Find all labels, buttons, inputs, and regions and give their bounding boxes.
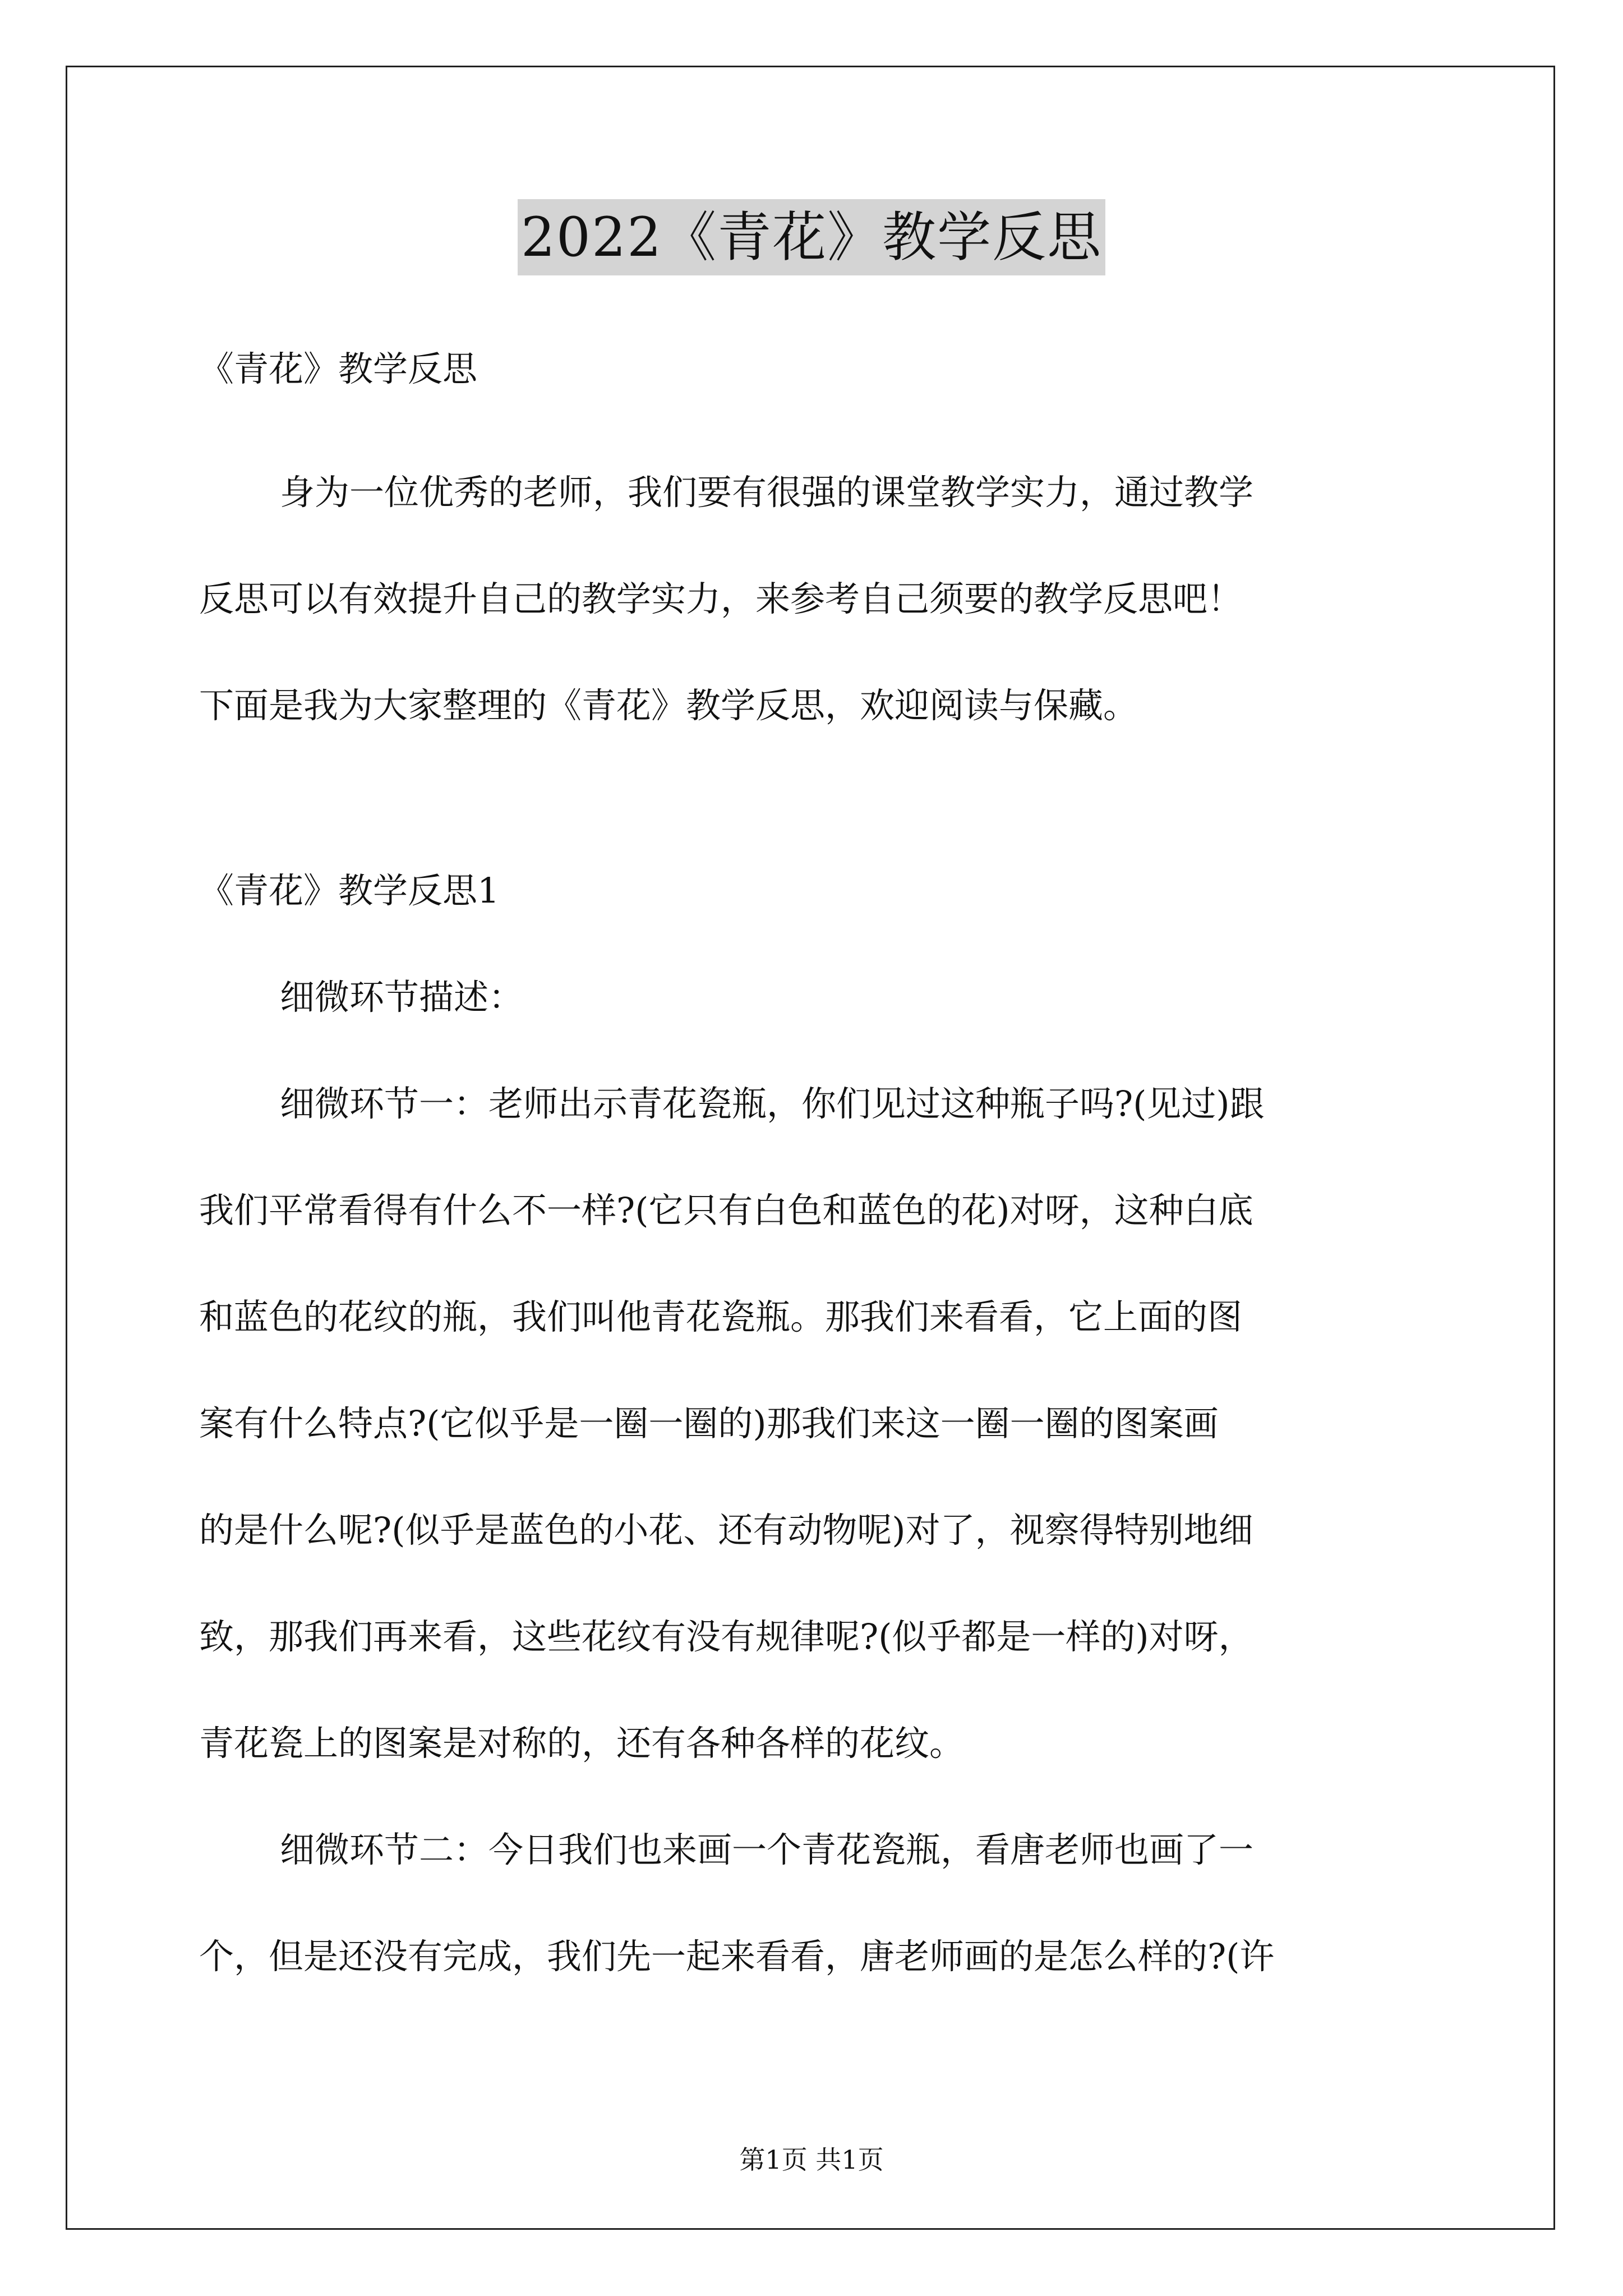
document-title: 2022《青花》教学反思 xyxy=(518,199,1105,275)
section-heading: 《青花》教学反思1 xyxy=(199,870,500,911)
paragraph-line: 反思可以有效提升自己的教学实力，来参考自己须要的教学反思吧！ xyxy=(199,578,1243,619)
paragraph-line: 我们平常看得有什么不一样?(它只有白色和蓝色的花)对呀，这种白底 xyxy=(199,1190,1253,1231)
paragraph-line: 身为一位优秀的老师，我们要有很强的课堂教学实力，通过教学 xyxy=(280,472,1254,513)
paragraph-line: 案有什么特点?(它似乎是一圈一圈的)那我们来这一圈一圈的图案画 xyxy=(199,1403,1219,1444)
paragraph-line: 细微环节描述： xyxy=(280,977,524,1018)
paragraph-line: 和蓝色的花纹的瓶，我们叫他青花瓷瓶。那我们来看看，它上面的图 xyxy=(199,1296,1243,1337)
paragraph-line: 下面是我为大家整理的《青花》教学反思，欢迎阅读与保藏。 xyxy=(199,685,1138,726)
page-footer: 第1页 共1页 xyxy=(739,2145,884,2175)
heading-main: 《青花》教学反思 xyxy=(199,348,478,389)
paragraph-line: 青花瓷上的图案是对称的，还有各种各样的花纹。 xyxy=(199,1723,965,1764)
title-container xyxy=(0,199,1623,275)
paragraph-line: 致，那我们再来看，这些花纹有没有规律呢?(似乎都是一样的)对呀， xyxy=(199,1616,1253,1657)
paragraph-line: 个，但是还没有完成，我们先一起来看看，唐老师画的是怎么样的?(许 xyxy=(199,1936,1275,1977)
paragraph-line: 的是什么呢?(似乎是蓝色的小花、还有动物呢)对了，视察得特别地细 xyxy=(199,1510,1253,1550)
paragraph-line: 细微环节一：老师出示青花瓷瓶，你们见过这种瓶子吗?(见过)跟 xyxy=(280,1083,1265,1124)
paragraph-line: 细微环节二：今日我们也来画一个青花瓷瓶，看唐老师也画了一 xyxy=(280,1829,1254,1870)
